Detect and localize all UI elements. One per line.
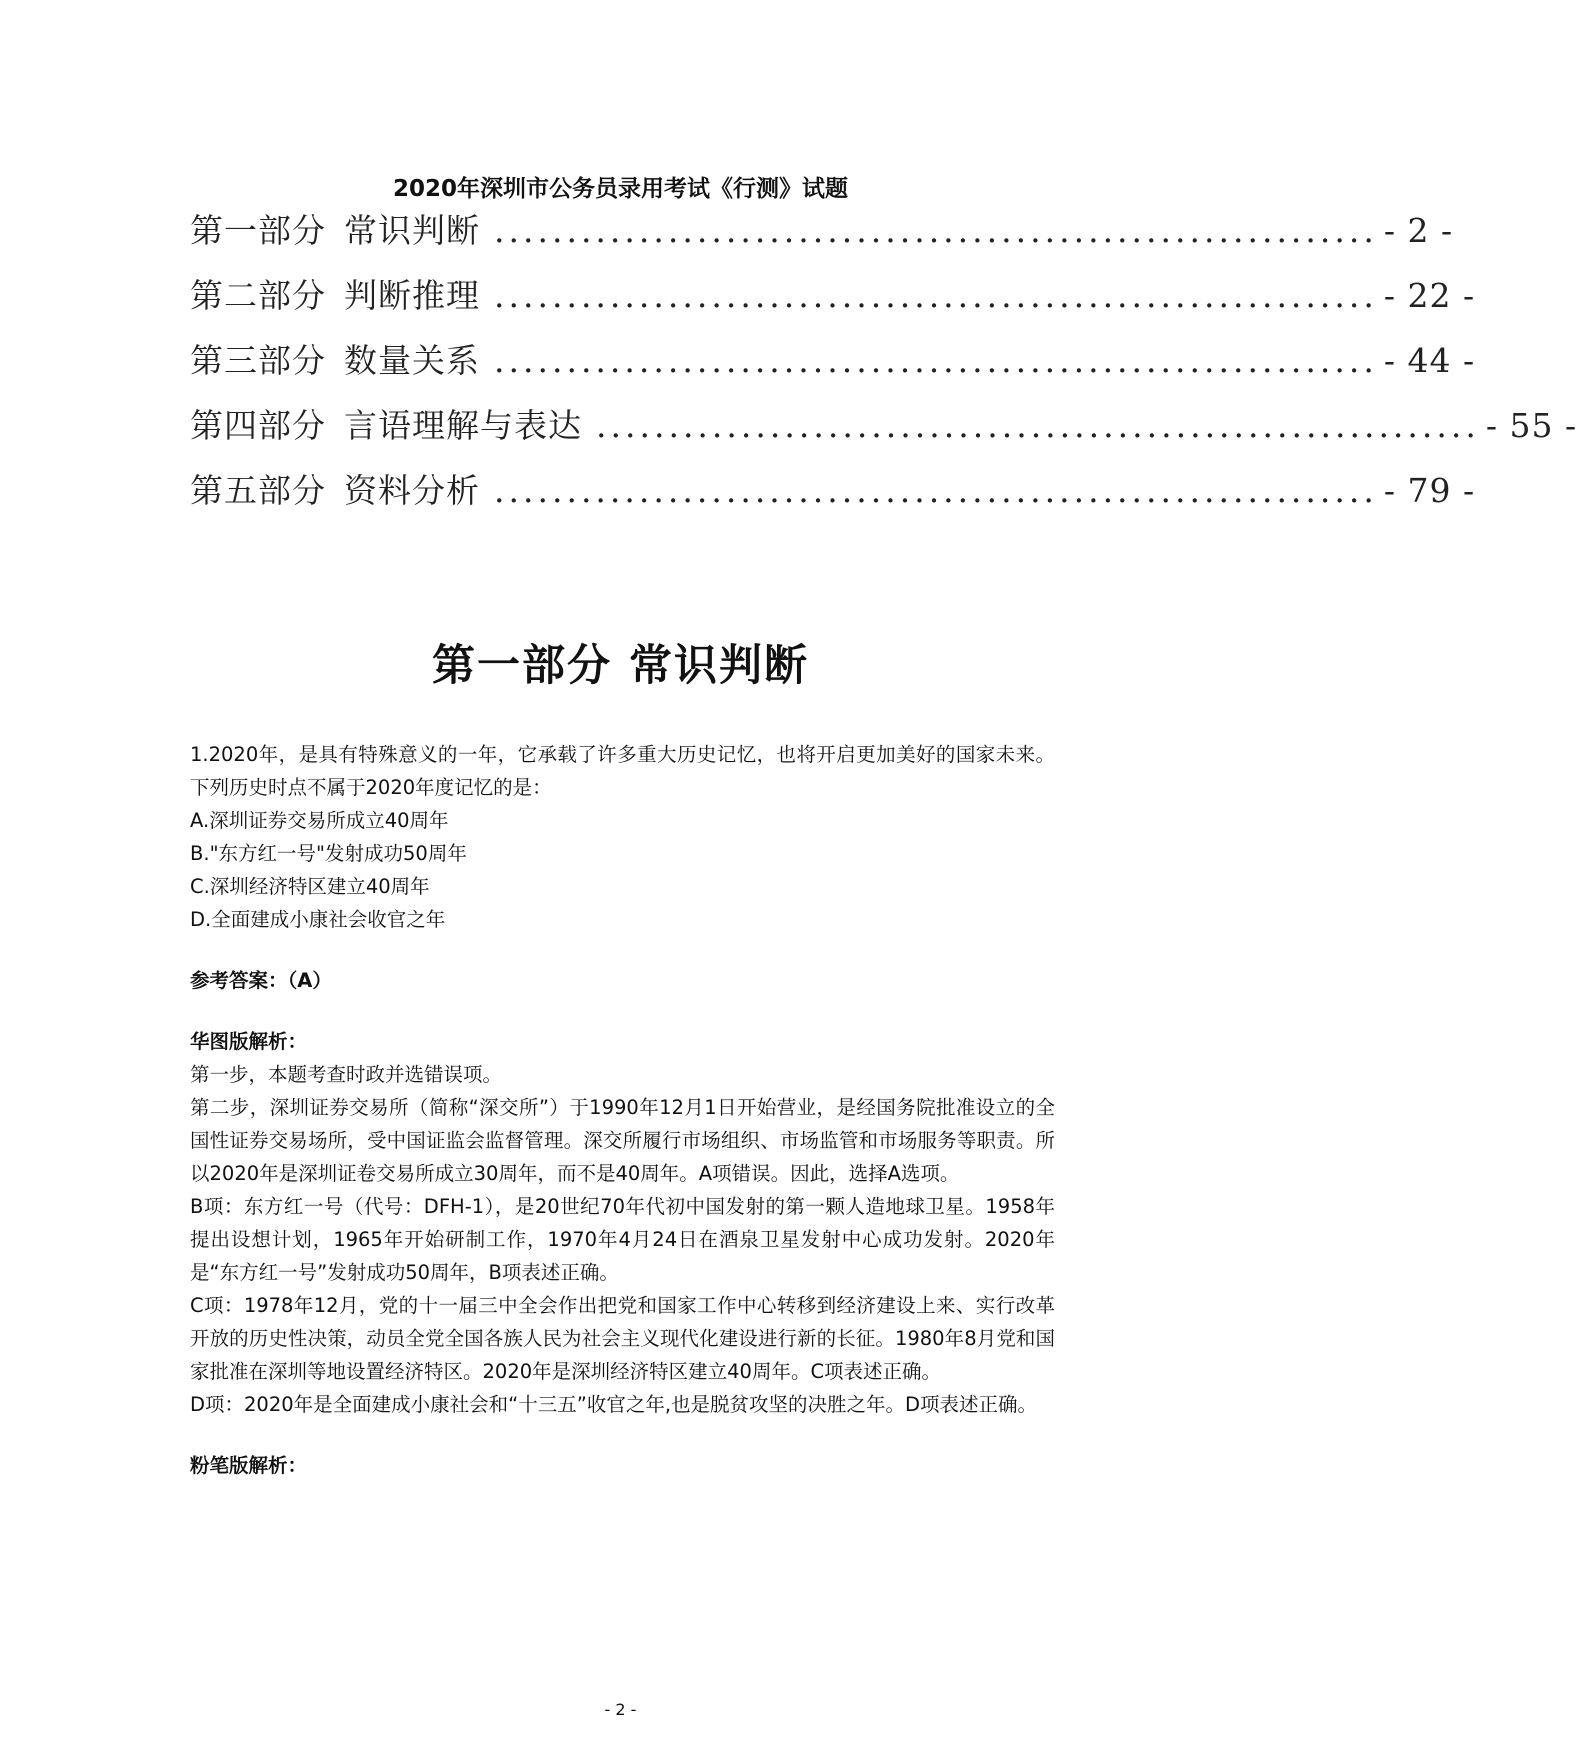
toc-page: - 22 - [1383, 276, 1476, 315]
toc-name: 数量关系 [344, 341, 480, 380]
huatu-analysis-heading: 华图版解析： [190, 1030, 308, 1053]
option-c: C.深圳经济特区建立40周年 [190, 875, 430, 898]
toc-entry-4[interactable] [190, 400, 1577, 465]
document-title: 2020年深圳市公务员录用考试《行测》试题 [392, 176, 848, 202]
question-stem: 1.2020年，是具有特殊意义的一年，它承载了许多重大历史记忆，也将开启更加美好的国家未来。下列历史时点不属于2020年度记忆的是： [190, 743, 1055, 799]
analysis-paragraph: D项：2020年是全面建成小康社会和“十三五”收官之年,也是脱贫攻坚的决胜之年。D项表述正确。 [190, 1393, 1038, 1416]
toc-entry-3[interactable] [190, 335, 1476, 400]
toc-part: 第一部分 [190, 211, 326, 250]
page-number: - 2 - [604, 1700, 637, 1719]
toc-page: - 79 - [1383, 471, 1476, 510]
table-of-contents [190, 205, 1577, 530]
toc-leader-dots: ............................................................. [596, 406, 1480, 445]
analysis-paragraph: 第二步，深圳证券交易所（简称“深交所”）于1990年12月1日开始营业，是经国务院批准设立的全国性证券交易场所，受中国证监会监督管理。深交所履行市场组织、市场监管和市场服务等职责。所以2020年是深圳证卷交易所成立30周年，而不是40周年。A项错误。因此，选择A选项。 [190, 1096, 1055, 1185]
toc-entry-5[interactable] [190, 465, 1476, 530]
analysis-paragraph: C项：1978年12月，党的十一届三中全会作出把党和国家工作中心转移到经济建设上来、实行改革开放的历史性决策，动员全党全国各族人民为社会主义现代化建设进行新的长征。1980年8月党和国家批准在深圳等地设置经济特区。2020年是深圳经济特区建立40周年。C项表述正确。 [190, 1294, 1055, 1383]
toc-leader-dots: ............................................................. [494, 471, 1378, 510]
toc-leader-dots: ............................................................. [494, 341, 1378, 380]
toc-page: - 44 - [1383, 341, 1476, 380]
question-content [190, 738, 1055, 1482]
toc-name: 判断推理 [344, 276, 480, 315]
toc-leader-dots: ............................................................. [494, 276, 1378, 315]
reference-answer: 参考答案：（A） [190, 969, 332, 992]
option-a: A.深圳证券交易所成立40周年 [190, 809, 449, 832]
analysis-paragraph: 第一步，本题考查时政并选错误项。 [190, 1063, 503, 1086]
toc-name: 言语理解与表达 [344, 406, 582, 445]
toc-entry-1[interactable] [190, 205, 1454, 270]
toc-leader-dots: ............................................................. [494, 211, 1378, 250]
fenbi-analysis-heading: 粉笔版解析： [190, 1454, 308, 1477]
toc-part: 第三部分 [190, 341, 326, 380]
toc-name: 常识判断 [344, 211, 480, 250]
section-heading: 第一部分 常识判断 [432, 641, 809, 691]
option-b: B."东方红一号"发射成功50周年 [190, 842, 467, 865]
toc-entry-2[interactable] [190, 270, 1476, 335]
toc-part: 第五部分 [190, 471, 326, 510]
toc-page: - 2 - [1383, 211, 1454, 250]
option-d: D.全面建成小康社会收官之年 [190, 908, 446, 931]
toc-part: 第四部分 [190, 406, 326, 445]
toc-name: 资料分析 [344, 471, 480, 510]
toc-part: 第二部分 [190, 276, 326, 315]
toc-page: - 55 - [1485, 406, 1577, 445]
analysis-paragraph: B项：东方红一号（代号：DFH-1），是20世纪70年代初中国发射的第一颗人造地球卫星。1958年提出设想计划，1965年开始研制工作，1970年4月24日在酒泉卫星发射中心成功发射。2020年是“东方红一号”发射成功50周年，B项表述正确。 [190, 1195, 1055, 1284]
